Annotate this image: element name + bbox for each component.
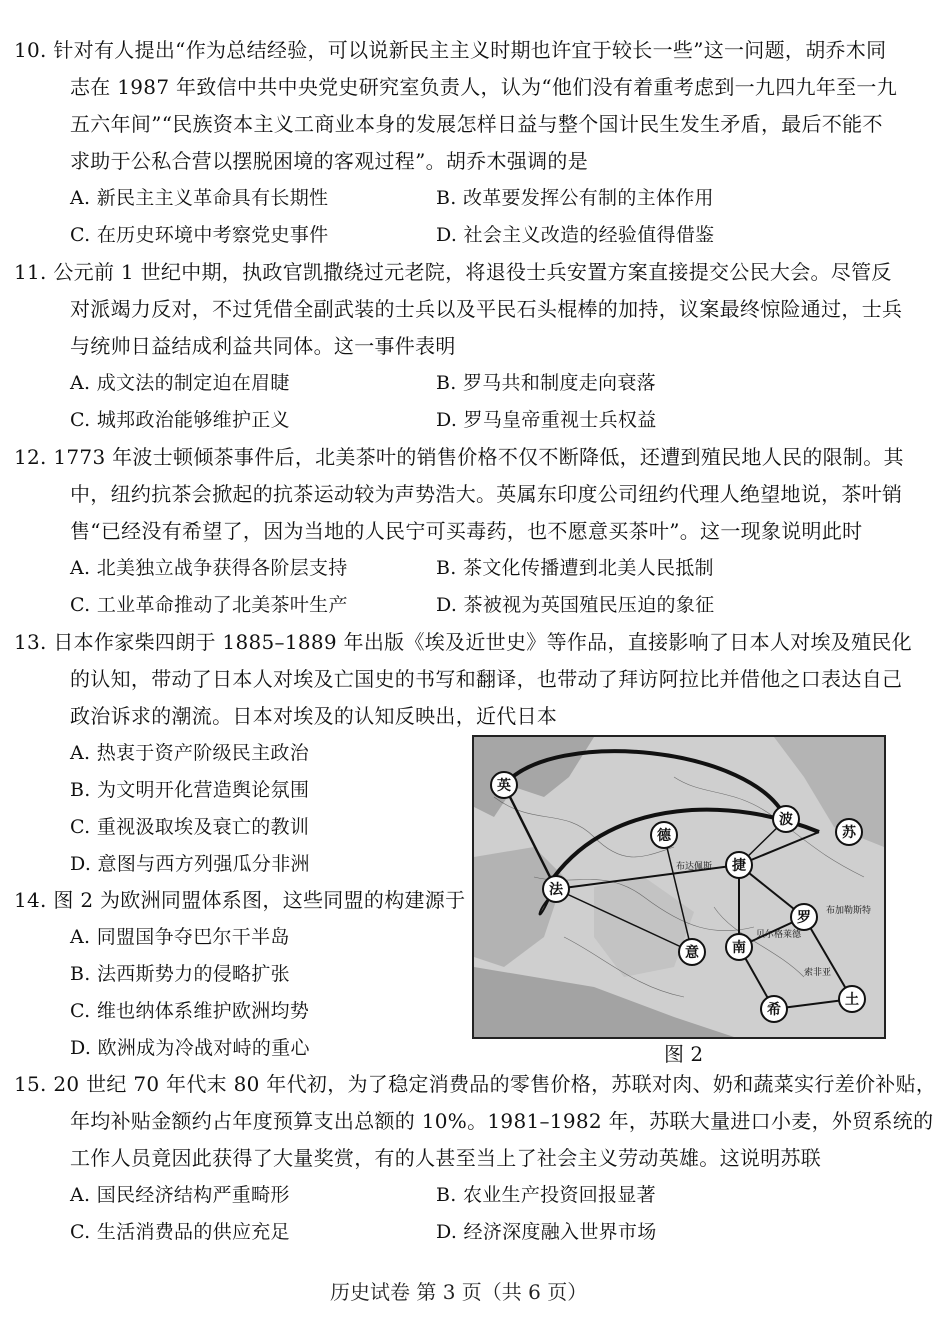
option-d: D. 社会主义改造的经验值得借鉴 — [436, 224, 715, 246]
option-b: B. 茶文化传播遭到北美人民抵制 — [436, 557, 714, 579]
question-10 — [14, 32, 898, 254]
svg-text:意: 意 — [685, 945, 699, 961]
map-node-britain — [491, 772, 517, 798]
figure-caption: 图 2 — [664, 1042, 704, 1066]
question-stem-line: 求助于公私合营以摆脱困境的客观过程”。胡乔木强调的是 — [70, 149, 589, 173]
question-stem-line: 的认知，带动了日本人对埃及亡国史的书写和翻译，也带动了拜访阿拉比并借他之口表达自己 — [70, 667, 903, 691]
question-stem-line: 售“已经没有希望了，因为当地的人民宁可买毒药，也不愿意买茶叶”。这一现象说明此时 — [70, 519, 863, 543]
svg-text:罗: 罗 — [797, 910, 811, 926]
question-15 — [14, 1066, 937, 1251]
option-a: A. 同盟国争夺巴尔干半岛 — [70, 926, 290, 948]
svg-text:土: 土 — [845, 992, 859, 1008]
question-12 — [14, 439, 904, 624]
question-stem-line: 15. 20 世纪 70 年代末 80 年代初，为了稳定消费品的零售价格，苏联对肉、奶和蔬菜实行差价补贴， — [14, 1072, 937, 1096]
question-stem-line: 工作人员竟因此获得了大量奖赏，有的人甚至当上了社会主义劳动英雄。这说明苏联 — [70, 1146, 822, 1170]
svg-text:希: 希 — [767, 1002, 781, 1018]
map-label-budapest: 布达佩斯 — [676, 862, 713, 872]
question-stem-line: 五六年间”“民族资本主义工商业本身的发展怎样日益与整个国计民生发生矛盾，最后不能不 — [70, 112, 883, 136]
map-node-turkey — [839, 986, 865, 1012]
question-stem-line: 10. 针对有人提出“作为总结经验，可以说新民主主义时期也许宜于较长一些”这一问题，胡乔木同 — [14, 38, 887, 62]
map-node-germany — [651, 822, 677, 848]
svg-text:南: 南 — [732, 940, 746, 956]
svg-text:苏: 苏 — [842, 825, 856, 841]
question-stem-line: 12. 1773 年波士顿倾茶事件后，北美茶叶的销售价格不仅不断降低，还遭到殖民地人民的限制。其 — [14, 445, 904, 469]
question-stem-line: 中，纽约抗茶会掀起的抗茶运动较为声势浩大。英属东印度公司纽约代理人绝望地说，茶叶销 — [70, 482, 903, 506]
page-footer: 历史试卷 第 3 页（共 6 页） — [330, 1280, 588, 1304]
option-d: D. 欧洲成为冷战对峙的重心 — [70, 1037, 310, 1059]
option-c: C. 城邦政治能够维护正义 — [70, 409, 290, 431]
question-stem-line: 与统帅日益结成利益共同体。这一事件表明 — [70, 334, 456, 358]
option-a: A. 国民经济结构严重畸形 — [70, 1184, 290, 1206]
option-a: A. 热衷于资产阶级民主政治 — [70, 742, 310, 764]
option-b: B. 罗马共和制度走向衰落 — [436, 372, 656, 394]
option-b: B. 农业生产投资回报显著 — [436, 1184, 656, 1206]
question-stem-line: 年均补贴金额约占年度预算支出总额的 10%。1981–1982 年，苏联大量进口小麦，外贸系统的 — [70, 1109, 934, 1133]
option-c: C. 维也纳体系维护欧洲均势 — [70, 1000, 310, 1022]
svg-text:德: 德 — [657, 828, 671, 844]
svg-text:英: 英 — [497, 778, 511, 794]
question-11 — [14, 254, 903, 439]
option-d: D. 经济深度融入世界市场 — [436, 1221, 657, 1243]
map-node-france — [543, 876, 569, 902]
option-c: C. 在历史环境中考察党史事件 — [70, 224, 329, 246]
option-c: C. 生活消费品的供应充足 — [70, 1221, 290, 1243]
map-node-italy — [679, 939, 705, 965]
question-stem-line: 13. 日本作家柴四朗于 1885–1889 年出版《埃及近世史》等作品，直接影响了日本人对埃及殖民化 — [14, 630, 912, 654]
map-label-sofia: 索非亚 — [804, 968, 832, 978]
europe-alliance-map — [472, 735, 886, 1039]
question-stem-line: 志在 1987 年致信中共中央党史研究室负责人，认为“他们没有着重考虑到一九四九年至一九 — [70, 75, 898, 99]
option-c: C. 工业革命推动了北美茶叶生产 — [70, 594, 348, 616]
question-stem-line: 对派竭力反对，不过凭借全副武装的士兵以及平民石头棍棒的加持，议案最终惊险通过，士兵 — [70, 297, 903, 321]
map-label-bucharest: 布加勒斯特 — [826, 906, 872, 916]
question-stem-line: 11. 公元前 1 世纪中期，执政官凯撒绕过元老院，将退役士兵安置方案直接提交公民大会。尽管反 — [14, 260, 892, 284]
map-node-yugoslavia — [726, 934, 752, 960]
map-node-poland — [773, 806, 799, 832]
option-a: A. 新民主主义革命具有长期性 — [70, 187, 329, 209]
map-node-greece — [761, 996, 787, 1022]
map-label-belgrade: 贝尔格莱德 — [756, 930, 802, 940]
svg-text:捷: 捷 — [732, 858, 746, 874]
svg-text:法: 法 — [549, 882, 563, 898]
option-a: A. 成文法的制定迫在眉睫 — [70, 372, 290, 394]
question-stem-line: 14. 图 2 为欧洲同盟体系图，这些同盟的构建源于 — [14, 888, 466, 912]
option-b: B. 法西斯势力的侵略扩张 — [70, 963, 290, 985]
map-node-czechoslovakia — [726, 852, 752, 878]
option-d: D. 意图与西方列强瓜分非洲 — [70, 853, 310, 875]
option-d: D. 罗马皇帝重视士兵权益 — [436, 409, 657, 431]
option-b: B. 为文明开化营造舆论氛围 — [70, 779, 310, 801]
map-node-romania — [791, 904, 817, 930]
option-a: A. 北美独立战争获得各阶层支持 — [70, 557, 348, 579]
option-c: C. 重视汲取埃及衰亡的教训 — [70, 816, 310, 838]
svg-text:波: 波 — [779, 812, 793, 828]
option-b: B. 改革要发挥公有制的主体作用 — [436, 187, 714, 209]
question-stem-line: 政治诉求的潮流。日本对埃及的认知反映出，近代日本 — [70, 704, 558, 728]
option-d: D. 茶被视为英国殖民压迫的象征 — [436, 594, 715, 616]
map-node-soviet — [836, 819, 862, 845]
